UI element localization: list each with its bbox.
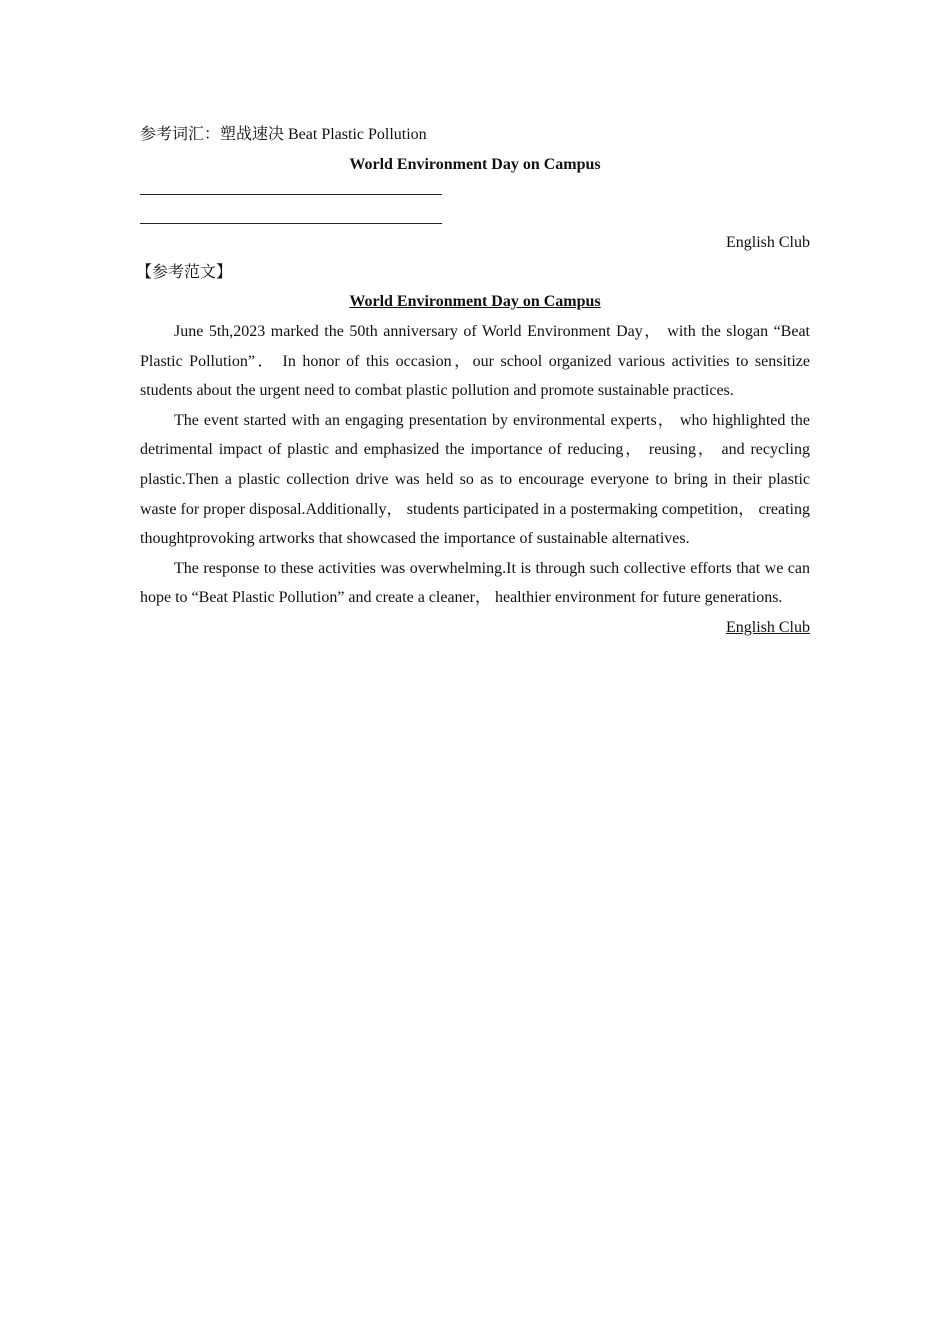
reference-vocabulary: 参考词汇：塑战速决 Beat Plastic Pollution <box>140 126 427 143</box>
sample-essay-label: 【参考范文】 <box>136 264 233 281</box>
answer-blank-line-1 <box>140 194 442 195</box>
sample-signature <box>140 613 810 642</box>
sample-paragraph-3: The response to these activities was overwhelming.It is through such collective efforts that we can hope to “Beat Plastic Pollution” and create a cleaner， healthier environment for future generations. <box>140 559 810 607</box>
answer-blank-line-2 <box>140 223 442 224</box>
sample-paragraph-1: June 5th,2023 marked the 50th anniversary of World Environment Day， with the slogan “Beat Plastic Pollution”． In honor of this occasion，our school organized various activities to sensitize students about the urgent need to combat plastic pollution and promote sustainable practices. <box>140 323 810 400</box>
sample-essay-title-text: World Environment Day on Campus <box>349 293 601 310</box>
document-page <box>136 120 810 642</box>
task-title: World Environment Day on Campus <box>349 156 601 173</box>
sample-essay-title <box>140 287 810 317</box>
task-signature: English Club <box>725 234 810 251</box>
sample-signature-text: English Club <box>725 618 810 636</box>
sample-paragraph-2: The event started with an engaging presentation by environmental experts， who highlighted the detrimental impact of plastic and emphasized the importance of reducing， reusing， and recycling plastic.Then a plastic collection drive was held so as to encourage everyone to bring in their plastic waste for proper disposal.Additionally， students participated in a postermaking competition， creating thoughtprovoking artworks that showcased the importance of sustainable alternatives. <box>140 411 810 548</box>
